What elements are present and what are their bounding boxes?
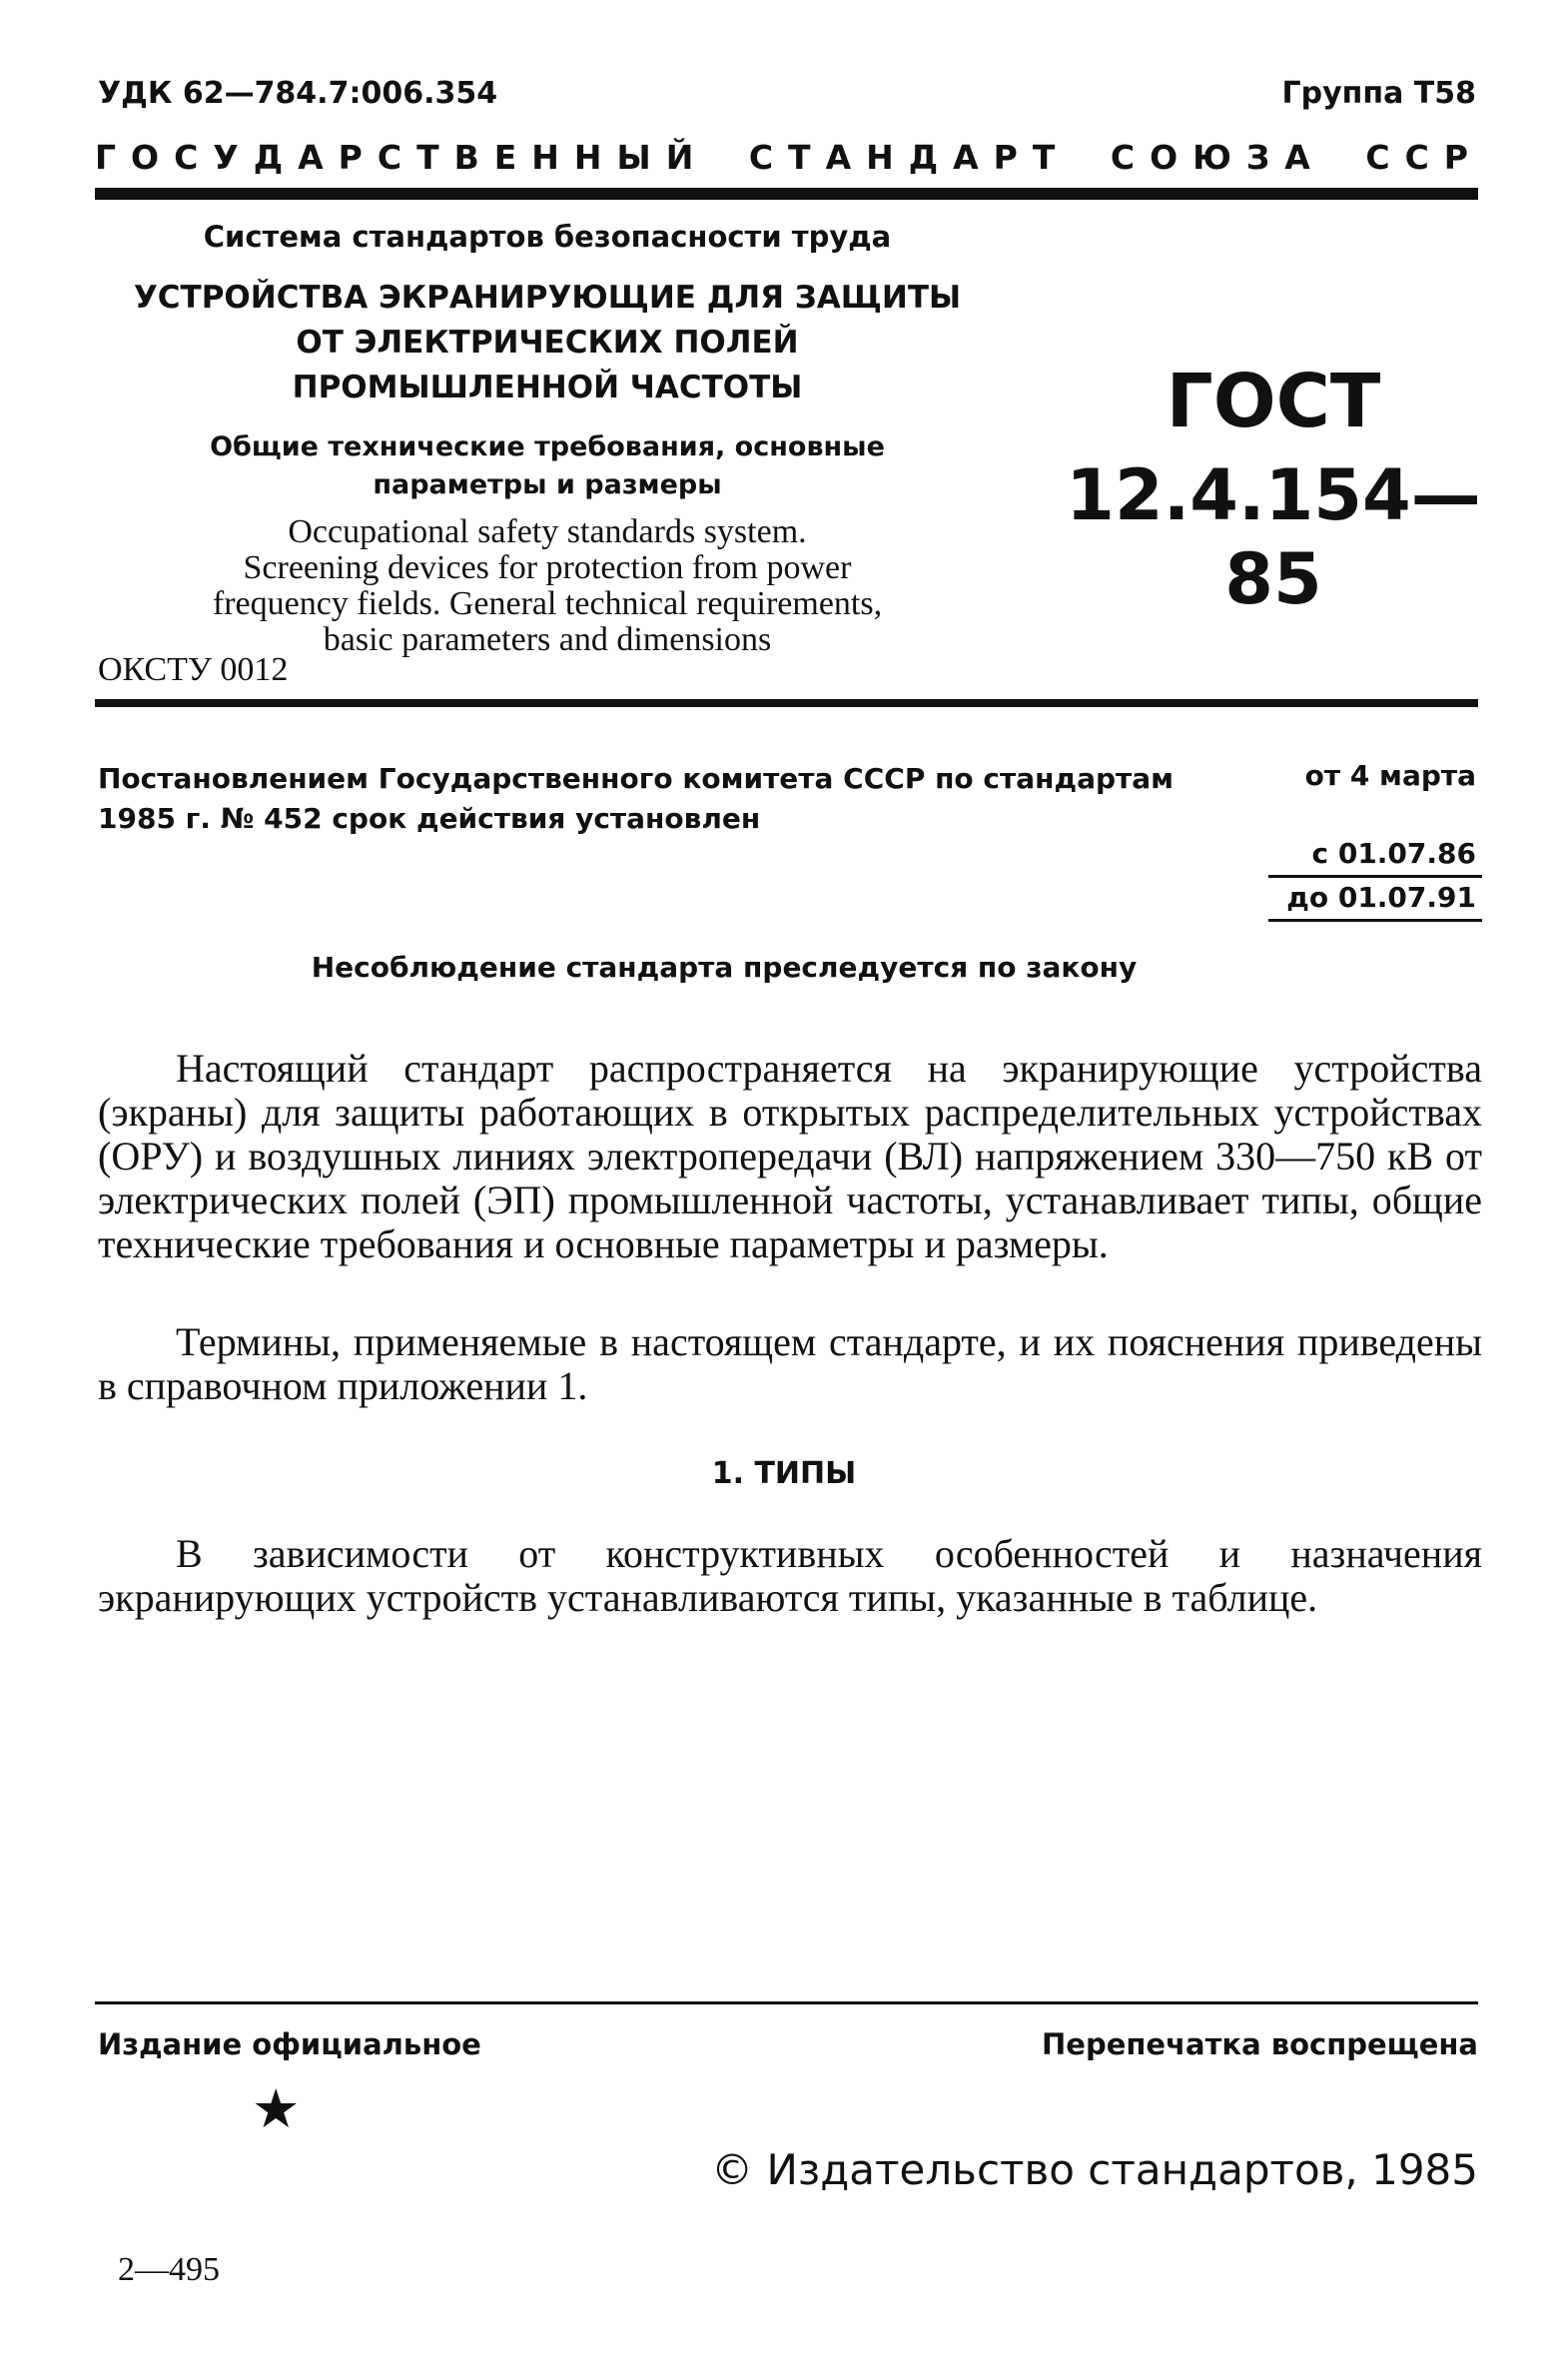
system-title: Система стандартов безопасности труда [203, 220, 892, 254]
law-notice-text: Несоблюдение стандарта преследуется по закону [311, 951, 1138, 984]
valid-to-underline [1268, 919, 1482, 922]
state-word-1: ГОСУДАРСТВЕННЫЙ [95, 138, 709, 177]
english-title-line-2: Screening devices for protection from power [243, 549, 852, 586]
valid-to: до 01.07.91 [1286, 881, 1476, 914]
title-line-1: УСТРОЙСТВА ЭКРАНИРУЮЩИЕ ДЛЯ ЗАЩИТЫ [133, 280, 962, 316]
english-title-line-3: frequency fields. General technical requirements, [212, 585, 883, 622]
state-word-4: ССР [1365, 138, 1483, 177]
decree-date: от 4 марта [1304, 759, 1476, 792]
english-title-line-4: basic parameters and dimensions [323, 621, 772, 658]
subtitle-line-1: Общие технические требования, основные [210, 431, 885, 462]
law-notice [0, 951, 1568, 984]
state-standard-heading [95, 138, 1483, 177]
okstu-code: ОКСТУ 0012 [98, 651, 289, 688]
title-line-3: ПРОМЫШЛЕННОЙ ЧАСТОТЫ [292, 370, 803, 405]
subtitle-line-2: параметры и размеры [373, 469, 722, 500]
group-code: Группа Т58 [1281, 76, 1476, 111]
decree-line-2: 1985 г. № 452 срок действия установлен [98, 802, 761, 835]
state-word-3: СОЮЗА [1110, 138, 1325, 177]
decree-text [98, 759, 1481, 839]
reprint-notice: Перепечатка воспрещена [1042, 2027, 1478, 2061]
body-paragraph-3: В зависимости от конструктивных особенностей и назначения экранирующих устройств устанавливаются типы, указанные в таблице. [98, 1531, 1482, 1620]
gost-designation [1059, 360, 1488, 621]
title-block [98, 218, 997, 658]
edition-label: Издание официальное [98, 2027, 481, 2061]
valid-from: с 01.07.86 [1311, 837, 1476, 870]
header-rule [95, 188, 1478, 200]
decree-line-1: Постановлением Государственного комитета СССР по стандартам [98, 762, 1175, 795]
state-word-2: СТАНДАРТ [748, 138, 1071, 177]
gost-number: 12.4.154—85 [1066, 454, 1481, 620]
title-rule [95, 699, 1478, 707]
section-title: 1. ТИПЫ [711, 1456, 857, 1491]
body-paragraph-2: Термины, применяемые в настоящем стандарте, и их пояснения приведены в справочном приложении 1. [98, 1319, 1482, 1408]
title-line-2: ОТ ЭЛЕКТРИЧЕСКИХ ПОЛЕЙ [296, 325, 799, 361]
star-icon: ★ [252, 2077, 301, 2140]
valid-from-underline [1268, 875, 1482, 878]
udk-code: УДК 62—784.7:006.354 [98, 76, 498, 111]
footer-rule [95, 2001, 1478, 2004]
english-title-line-1: Occupational safety standards system. [288, 513, 807, 550]
print-code: 2—495 [118, 2251, 220, 2288]
gost-word: ГОСТ [1166, 359, 1381, 444]
body-paragraph-1: Настоящий стандарт распространяется на экранирующие устройства (экраны) для защиты работающих в открытых распределительных устройствах (ОРУ) и воздушных линиях электропередачи (ВЛ) напряжением 330—750 кВ от электрических полей (ЭП) промышленной частоты, устанавливает типы, общие технические требования и основные параметры и размеры. [98, 1046, 1482, 1266]
publisher-copyright: © Издательство стандартов, 1985 [711, 2145, 1478, 2194]
